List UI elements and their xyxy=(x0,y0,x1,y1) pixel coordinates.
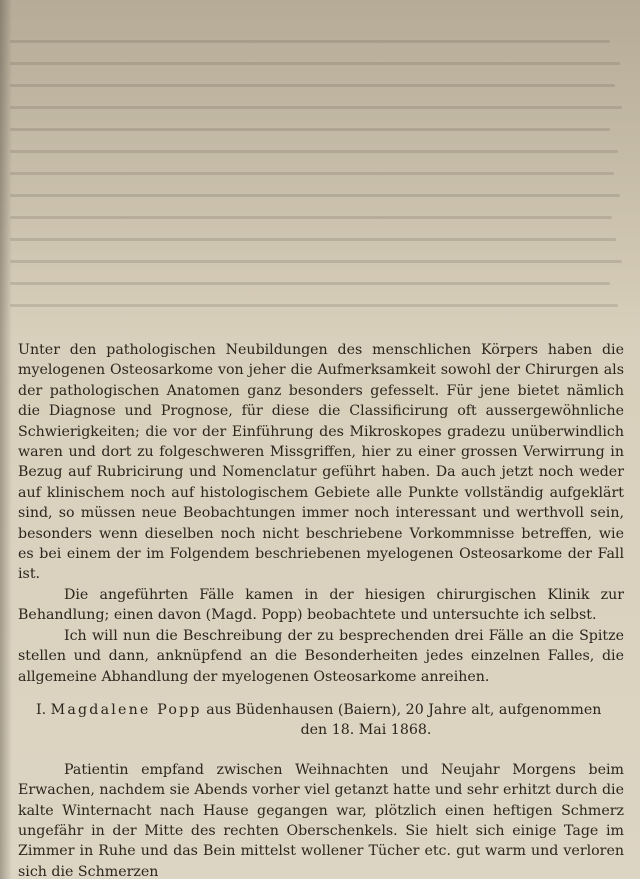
show-through-line xyxy=(10,150,618,153)
page-spine-shadow xyxy=(0,0,12,879)
show-through-line xyxy=(10,194,620,197)
intro-paragraph-2: Die angeführten Fälle kamen in der hiesigen chirurgischen Klinik zur Behandlung; einen davon (Magd. Popp) beobachtete und untersuchte ich selbst. xyxy=(18,586,624,624)
patient-details: aus Büdenhausen (Baiern), 20 Jahre alt, aufgenommen xyxy=(206,701,602,718)
case-number: I. xyxy=(36,701,47,718)
case-heading xyxy=(18,700,624,720)
show-through-line xyxy=(10,304,618,307)
patient-name: Magdalene Popp xyxy=(50,701,202,718)
intro-paragraph-3: Ich will nun die Beschreibung der zu besprechenden drei Fälle an die Spitze stellen und dann, anknüpfend an die Besonderheiten jedes einzelnen Falles, die allgemeine Abhandlung der myelogenen Osteosarkome anreihen. xyxy=(18,627,624,685)
show-through-line xyxy=(10,282,610,285)
show-through-line xyxy=(10,216,612,219)
show-through-line xyxy=(10,84,615,87)
show-through-line xyxy=(10,172,614,175)
case-body: Patientin empfand zwischen Weihnachten und Neujahr Morgens beim Erwachen, nachdem sie Abends vorher viel getanzt hatte und sehr erhitzt durch die kalte Winternacht nach Hause gegangen war, plötzlich einen heftigen Schmerz ungefähr in der Mitte des rechten Oberschenkels. Sie hielt sich einige Tage im Zimmer in Ruhe und das Bein mittelst wollener Tücher etc. gut warm und verloren sich die Schmerzen xyxy=(18,761,624,879)
spacer xyxy=(18,741,624,760)
show-through-line xyxy=(10,40,610,43)
show-through-line xyxy=(10,260,622,263)
show-through-area xyxy=(0,0,640,335)
show-through-line xyxy=(10,62,620,65)
intro-paragraph-1: Unter den pathologischen Neubildungen des menschlichen Körpers haben die myelogenen Osteosarkome von jeher die Aufmerksamkeit sowohl der Chirurgen als der pathologischen Anatomen ganz besonders gefesselt. Für jene bietet nämlich die Diagnose und Prognose, für diese die Classificirung oft aussergewöhnliche Schwierigkeiten; die vor der Einführung des Mikroskopes gradezu unüberwindlich waren und dort zu folgeschweren Missgriffen, hier zu einer grossen Verwirrung in Bezug auf Rubricirung und Nomenclatur geführt haben. Da auch jetzt noch weder auf klinischem noch auf histologischem Gebiete alle Punkte vollständig aufgeklärt sind, so müssen neue Beobachtungen immer noch interessant und werthvoll sein, besonders wenn dieselben noch nicht beschriebene Vorkommnisse betreffen, wie es bei einem der im Folgendem beschriebenen myelogenen Osteosarkome der Fall ist. xyxy=(18,342,624,583)
admission-date: den 18. Mai 1868. xyxy=(300,722,432,739)
document-body xyxy=(18,340,624,879)
show-through-line xyxy=(10,238,616,241)
show-through-line xyxy=(10,128,610,131)
show-through-line xyxy=(10,106,622,109)
